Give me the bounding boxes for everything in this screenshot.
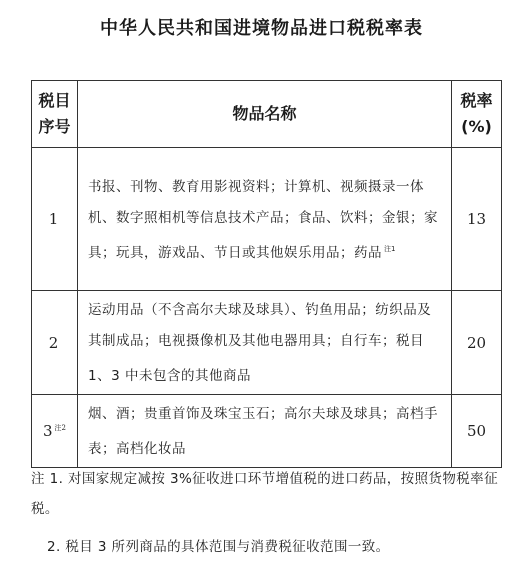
row-items-text: 书报、刊物、教育用影视资料；计算机、视频摄录一体机、数字照相机等信息技术产品；食品、饮料；金银；家具；玩具，游戏品、节日或其他娱乐用品；药品: [88, 178, 438, 261]
footnote-1: 注 1. 对国家规定减按 3%征收进口环节增值税的进口药品，按照货物税率征税。: [31, 471, 498, 517]
header-code-line2: 序号: [38, 117, 71, 136]
header-rate-line1: 税率: [460, 91, 493, 110]
table-row: [32, 148, 502, 291]
header-item-name: 物品名称: [78, 81, 452, 148]
row-code-note: 注2: [54, 424, 66, 432]
table-row: [32, 395, 502, 468]
row-rate: 13: [452, 148, 502, 291]
table-row: [32, 291, 502, 395]
tax-rate-table: [31, 80, 502, 468]
row-code-value: 3: [42, 422, 53, 440]
footnote-2: 2. 税目 3 所列商品的具体范围与消费税征收范围一致。: [47, 539, 390, 555]
row-items-text: 运动用品（不含高尔夫球及球具）、钓鱼用品；纺织品及其制成品；电视摄像机及其他电器用具；自行车；税目 1、3 中未包含的其他商品: [88, 302, 432, 384]
row-items: [78, 148, 452, 291]
row-items-note: 注1: [384, 244, 396, 253]
row-code: [32, 148, 78, 291]
header-item-code: [32, 81, 78, 148]
row-code: [32, 395, 78, 468]
header-code-line1: 税目: [38, 91, 71, 110]
row-code-value: 1: [48, 210, 59, 228]
row-code-value: 2: [48, 333, 59, 352]
row-items-text: 烟、酒；贵重首饰及珠宝玉石；高尔夫球及球具；高档手表；高档化妆品: [88, 406, 438, 457]
footnotes: [31, 464, 503, 562]
table-header-row: [32, 81, 502, 148]
row-code: [32, 291, 78, 395]
row-items: [78, 395, 452, 468]
page-title: 中华人民共和国进境物品进口税税率表: [100, 18, 423, 39]
row-items: [78, 291, 452, 395]
row-rate: 50: [452, 395, 502, 468]
header-rate-line2: (%): [461, 117, 492, 136]
row-rate: 20: [452, 291, 502, 395]
header-tax-rate: [452, 81, 502, 148]
